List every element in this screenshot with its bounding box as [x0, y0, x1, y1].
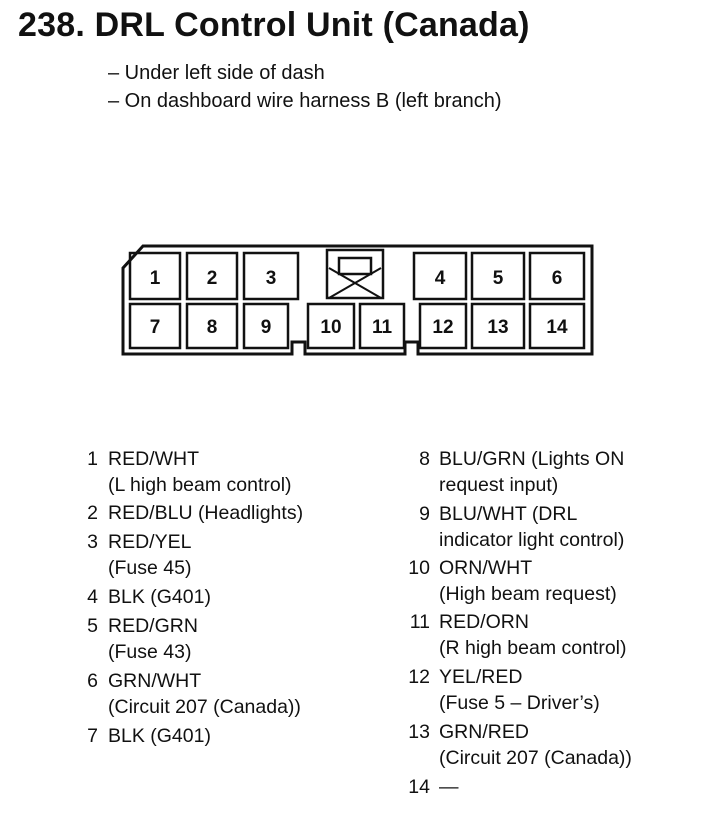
pin-function: (Fuse 45): [108, 557, 192, 579]
pin-number: 8: [419, 448, 430, 470]
pin-wire: BLK (G401): [108, 586, 211, 608]
cell-label-14: 14: [546, 317, 568, 338]
pin-number: 3: [87, 531, 98, 553]
pin-wire: ORN/WHT: [439, 557, 533, 579]
pin-function: (L high beam control): [108, 474, 292, 496]
pin-wire: BLU/WHT (DRL: [439, 503, 578, 525]
pin-wire: RED/YEL: [108, 531, 192, 553]
pin-wire: BLU/GRN (Lights ON: [439, 448, 625, 470]
cell-label-5: 5: [492, 268, 504, 289]
pin-number: 9: [419, 503, 430, 525]
pin-function: (Fuse 5 – Driver’s): [439, 692, 600, 714]
pin-function: (Circuit 207 (Canada)): [108, 696, 301, 718]
page-title: 238. DRL Control Unit (Canada): [18, 6, 530, 44]
cell-label-11: 11: [371, 317, 393, 338]
pin-function: (High beam request): [439, 583, 617, 605]
pin-function: indicator light control): [439, 529, 625, 551]
pin-number: 14: [408, 776, 430, 798]
pin-number: 10: [408, 557, 430, 579]
pin-number: 4: [87, 586, 98, 608]
pin-number: 6: [87, 670, 98, 692]
pin-wire: —: [439, 776, 459, 798]
cell-label-7: 7: [149, 317, 161, 338]
cell-label-8: 8: [206, 317, 218, 338]
cell-label-3: 3: [265, 268, 277, 289]
cell-label-1: 1: [149, 268, 161, 289]
pin-wire: RED/GRN: [108, 615, 198, 637]
location-note-1: – Under left side of dash: [108, 62, 325, 84]
pin-number: 2: [87, 502, 98, 524]
pin-wire: RED/WHT: [108, 448, 199, 470]
location-note-2: – On dashboard wire harness B (left branch): [108, 90, 502, 112]
pin-number: 12: [408, 666, 430, 688]
pin-number: 13: [408, 721, 430, 743]
pin-function: (R high beam control): [439, 637, 627, 659]
cell-label-9: 9: [260, 317, 272, 338]
cell-label-10: 10: [320, 317, 342, 338]
pin-function: (Circuit 207 (Canada)): [439, 747, 632, 769]
pin-number: 7: [87, 725, 98, 747]
pin-number: 1: [87, 448, 98, 470]
cell-label-13: 13: [487, 317, 509, 338]
pin-wire: GRN/RED: [439, 721, 529, 743]
pin-wire: RED/ORN: [439, 611, 529, 633]
pin-wire: YEL/RED: [439, 666, 523, 688]
pin-function: request input): [439, 474, 559, 496]
pin-number: 11: [409, 611, 430, 633]
cell-label-2: 2: [206, 268, 218, 289]
cell-label-4: 4: [434, 268, 446, 289]
pin-wire: BLK (G401): [108, 725, 211, 747]
cell-label-6: 6: [551, 268, 563, 289]
pin-wire: GRN/WHT: [108, 670, 202, 692]
pin-number: 5: [87, 615, 98, 637]
cell-label-12: 12: [432, 317, 454, 338]
pin-function: (Fuse 43): [108, 641, 192, 663]
pin-wire: RED/BLU (Headlights): [108, 502, 304, 524]
